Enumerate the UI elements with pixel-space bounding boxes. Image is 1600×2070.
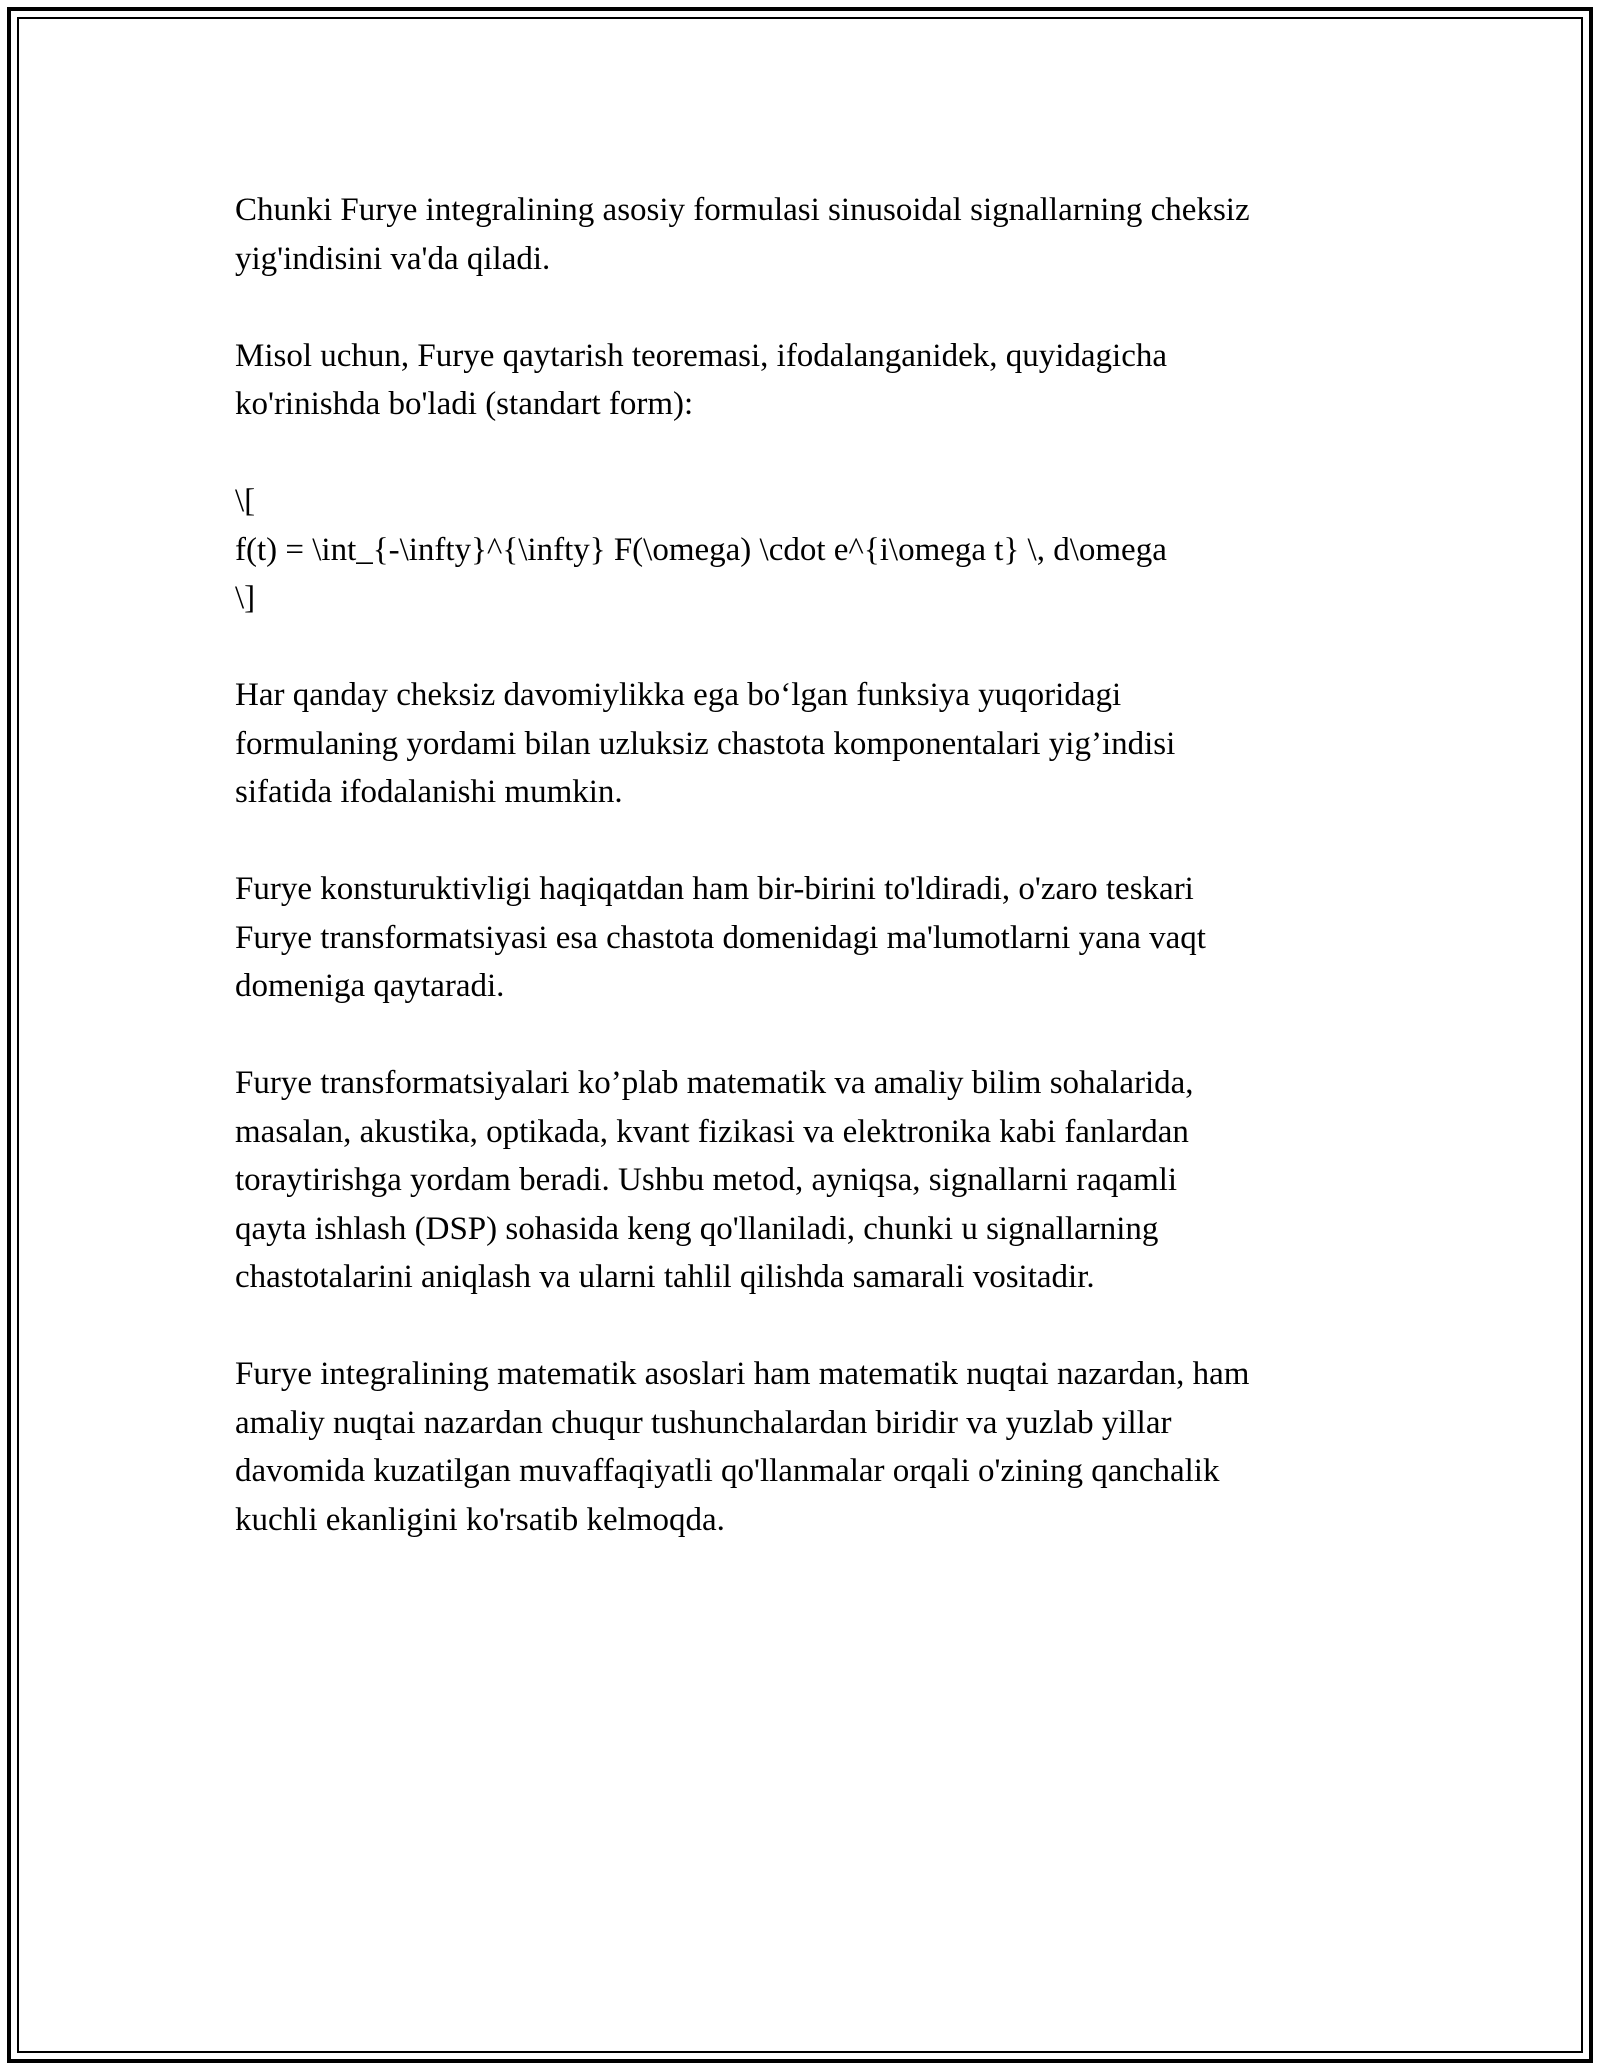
document-body (235, 186, 1375, 1593)
paragraph-inverse-transform: Furye konsturuktivligi haqiqatdan ham bir-birini to'ldiradi, o'zaro teskari Furye transformatsiyasi esa chastota domenidagi ma'lumotlarni yana vaqt domeniga qaytaradi. (235, 871, 1206, 1004)
paragraph-intro: Chunki Furye integralining asosiy formulasi sinusoidal signallarning cheksiz yig'indisini va'da qiladi. (235, 192, 1250, 277)
paragraph-applications: Furye transformatsiyalari ko’plab matematik va amaliy bilim sohalarida, masalan, akustika, optikada, kvant fizikasi va elektronika kabi fanlardan toraytirishga yordam beradi. Ushbu metod, ayniqsa, signallarni raqamli qayta ishlash (DSP) sohasida keng qo'llaniladi, chunki u signallarning chastotalarini aniqlash va ularni tahlil qilishda samarali vositadir. (235, 1065, 1194, 1295)
formula-latex: \[ f(t) = \int_{-\infty}^{\infty} F(\omega) \cdot e^{i\omega t} \, d\omega \] (235, 483, 1167, 616)
paragraph-example: Misol uchun, Furye qaytarish teoremasi, ifodalanganidek, quyidagicha ko'rinishda bo'ladi (standart form): (235, 337, 1168, 422)
paragraph-function-expression: Har qanday cheksiz davomiylikka ega bo‘lgan funksiya yuqoridagi formulaning yordami bilan uzluksiz chastota komponentalari yig’indisi sifatida ifodalanishi mumkin. (235, 677, 1176, 810)
paragraph-conclusion: Furye integralining matematik asoslari ham matematik nuqtai nazardan, ham amaliy nuqtai nazardan chuqur tushunchalardan biridir va yuzlab yillar davomida kuzatilgan muvaffaqiyatli qo'llanmalar orqali o'zining qanchalik kuchli ekanligini ko'rsatib kelmoqda. (235, 1356, 1250, 1538)
